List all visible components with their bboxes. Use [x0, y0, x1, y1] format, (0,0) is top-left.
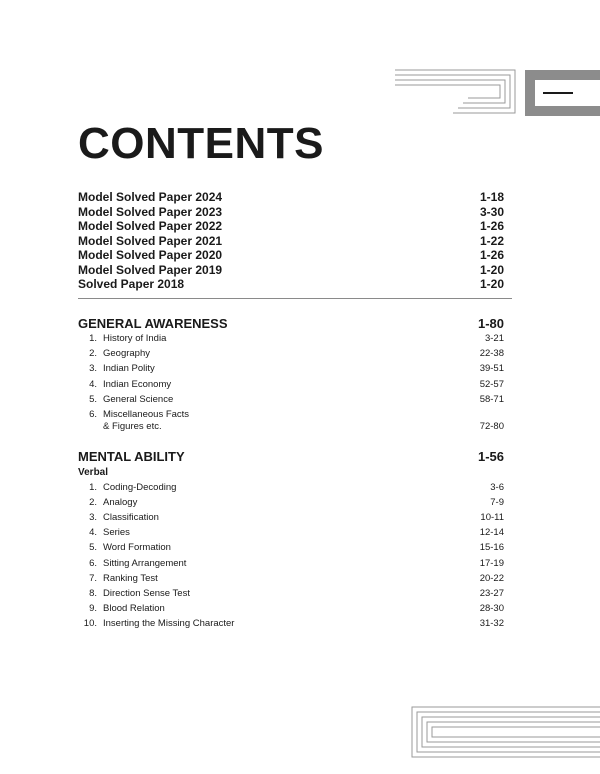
toc-item	[78, 573, 504, 585]
item-title	[103, 482, 176, 494]
page-title: CONTENTS	[78, 119, 324, 168]
item-pages: 3-21	[484, 333, 504, 344]
paper-row	[78, 263, 504, 278]
paper-pages: 1-20	[479, 277, 504, 291]
item-pages: 20-22	[479, 572, 504, 584]
item-title-line: Classification	[103, 512, 159, 524]
item-number: 10.	[83, 617, 97, 629]
toc-item-label-group	[78, 558, 186, 570]
toc-item	[78, 542, 504, 554]
item-title-line: Miscellaneous Facts	[103, 409, 190, 420]
item-number: 2.	[89, 497, 97, 509]
item-pages: 22-38	[479, 348, 504, 360]
toc-item	[78, 333, 504, 345]
item-title-line: Word Formation	[103, 542, 171, 554]
paper-row	[78, 234, 504, 249]
toc-item	[78, 618, 504, 630]
section-pages: 1-80	[477, 316, 504, 331]
item-number: 8.	[89, 587, 97, 599]
toc-item	[78, 497, 504, 509]
toc-item	[78, 409, 504, 433]
toc-item-label-group	[78, 482, 176, 494]
item-pages: 23-27	[479, 587, 504, 599]
toc-item-label-group	[78, 542, 171, 554]
toc-item-label-group	[78, 512, 159, 524]
toc-item	[78, 363, 504, 375]
item-title-line: Analogy	[103, 497, 138, 509]
paper-row	[78, 277, 504, 292]
paper-row	[78, 248, 504, 263]
paper-title: Model Solved Paper 2021	[78, 233, 223, 248]
toc-item	[78, 527, 504, 539]
paper-pages: 1-26	[479, 219, 504, 233]
item-title	[103, 542, 171, 554]
paper-row	[78, 190, 504, 205]
paper-pages: 1-18	[479, 190, 504, 204]
item-title	[103, 512, 159, 524]
paper-pages: 1-26	[479, 248, 504, 262]
toc-item-label-group	[78, 588, 190, 600]
item-title-line: Blood Relation	[103, 602, 165, 614]
item-pages: 52-57	[479, 378, 504, 390]
item-number: 9.	[89, 602, 97, 614]
item-title	[103, 588, 190, 600]
item-pages: 12-14	[479, 527, 504, 539]
footer-frame-decoration	[410, 705, 600, 760]
item-title-line: Inserting the Missing Character	[103, 617, 235, 629]
toc-item-label-group	[78, 394, 173, 406]
item-number: 7.	[89, 572, 97, 584]
item-pages: 3-6	[490, 482, 504, 493]
paper-title: Model Solved Paper 2019	[78, 262, 223, 277]
item-number: 3.	[89, 363, 97, 375]
header-frame-decoration	[395, 68, 600, 118]
item-number: 4.	[89, 378, 97, 390]
item-pages: 31-32	[479, 617, 504, 629]
item-title	[103, 348, 150, 360]
item-title-line: Indian Polity	[103, 363, 155, 375]
section-header-general-awareness	[78, 316, 504, 331]
toc-item	[78, 588, 504, 600]
item-pages: 7-9	[490, 497, 504, 509]
section-pages: 1-56	[477, 449, 504, 464]
section-title: GENERAL AWARENESS	[78, 316, 228, 331]
item-title	[103, 363, 155, 375]
section-title: MENTAL ABILITY	[78, 449, 185, 464]
toc-item	[78, 512, 504, 524]
item-title-line: General Science	[103, 393, 174, 405]
toc-item-label-group	[78, 603, 165, 615]
item-title	[103, 333, 166, 345]
item-pages: 72-80	[479, 421, 504, 432]
paper-title: Model Solved Paper 2020	[78, 248, 223, 262]
toc-item-label-group	[78, 409, 189, 433]
item-number: 3.	[89, 512, 97, 524]
subsection-title: Verbal	[78, 467, 109, 478]
item-number: 5.	[89, 542, 97, 554]
toc-item	[78, 482, 504, 494]
toc-item-label-group	[78, 333, 166, 345]
item-number: 4.	[89, 527, 97, 539]
item-number: 5.	[89, 393, 97, 405]
item-title	[103, 603, 165, 615]
item-title	[103, 573, 158, 585]
toc-item	[78, 379, 504, 391]
paper-pages: 1-20	[479, 262, 504, 277]
toc-item-label-group	[78, 573, 158, 585]
paper-title: Model Solved Paper 2023	[78, 204, 223, 219]
toc-item-label-group	[78, 527, 130, 539]
paper-row	[78, 205, 504, 220]
paper-row	[78, 219, 504, 234]
item-number: 1.	[89, 482, 97, 493]
item-number: 2.	[89, 348, 97, 360]
toc-item-label-group	[78, 497, 137, 509]
item-title	[103, 379, 171, 391]
toc-item	[78, 394, 504, 406]
item-title-line: & Figures etc.	[103, 421, 162, 432]
item-title-line: Ranking Test	[103, 572, 158, 584]
toc-item	[78, 558, 504, 570]
paper-title: Model Solved Paper 2022	[78, 219, 223, 233]
item-pages: 39-51	[479, 363, 504, 375]
toc-item-label-group	[78, 348, 150, 360]
item-title-line: Coding-Decoding	[103, 482, 177, 493]
item-title	[103, 558, 186, 570]
toc-item-label-group	[78, 363, 155, 375]
paper-title: Model Solved Paper 2024	[78, 190, 223, 204]
item-title-line: Indian Economy	[103, 378, 172, 390]
item-title	[103, 497, 137, 509]
item-title-line: Geography	[103, 348, 151, 360]
item-number: 6.	[89, 557, 97, 569]
paper-title: Solved Paper 2018	[78, 277, 185, 291]
toc-item	[78, 348, 504, 360]
item-title	[103, 527, 130, 539]
item-pages: 28-30	[479, 602, 504, 614]
item-number: 6.	[89, 409, 97, 420]
item-title	[103, 394, 173, 406]
item-title	[103, 409, 189, 433]
paper-pages: 3-30	[479, 204, 504, 219]
item-number: 1.	[89, 333, 97, 344]
item-title-line: Series	[103, 527, 130, 539]
item-pages: 58-71	[479, 393, 504, 405]
item-title-line: History of India	[103, 333, 167, 344]
toc-item-label-group	[78, 618, 234, 630]
item-title	[103, 618, 234, 630]
item-title-line: Sitting Arrangement	[103, 557, 187, 569]
toc-item	[78, 603, 504, 615]
divider	[78, 298, 512, 299]
section-header-mental-ability	[78, 449, 504, 464]
item-title-line: Direction Sense Test	[103, 587, 190, 599]
paper-pages: 1-22	[479, 233, 504, 248]
item-pages: 15-16	[479, 542, 504, 554]
item-pages: 17-19	[479, 557, 504, 569]
item-pages: 10-11	[480, 512, 504, 524]
toc-item-label-group	[78, 379, 171, 391]
